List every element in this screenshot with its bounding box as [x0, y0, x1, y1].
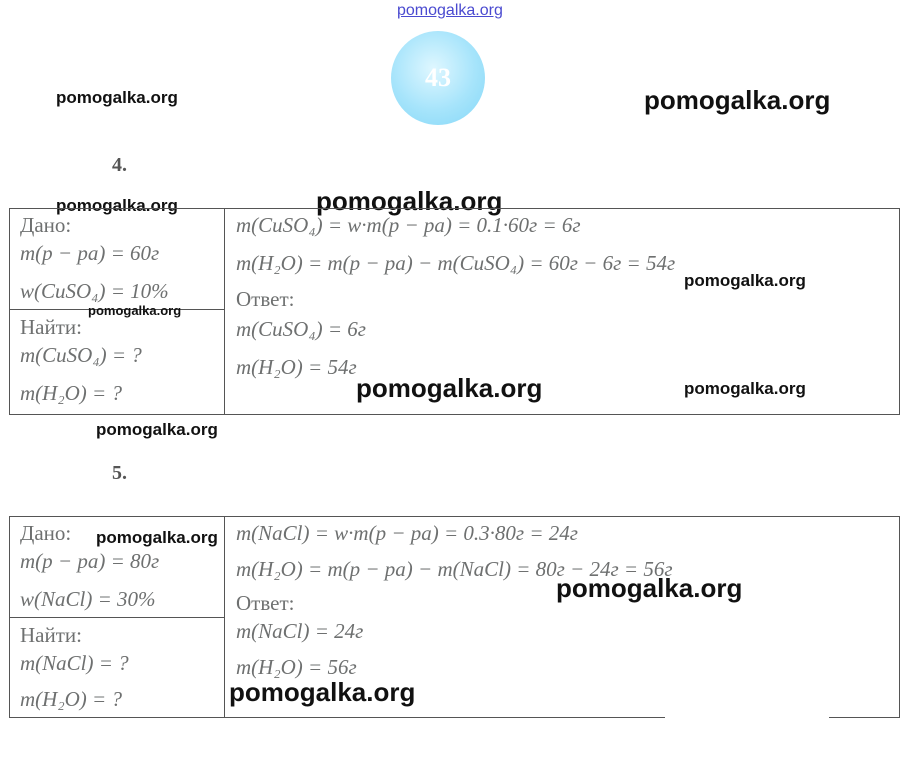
border-gap — [665, 714, 829, 722]
find-item: m(H₂O) = ? — [20, 381, 122, 405]
answer-item: m(H₂O) = 56г — [236, 655, 357, 679]
watermark: pomogalka.org — [56, 196, 178, 215]
watermark: pomogalka.org — [556, 573, 743, 603]
answer-item: m(CuSO₄) = 6г — [236, 317, 366, 341]
find-item: m(NaCl) = ? — [20, 651, 129, 675]
solution-line: m(NaCl) = w·m(p − pa) = 0.3·80г = 24г — [236, 521, 578, 545]
find-item: m(H₂O) = ? — [20, 687, 122, 711]
watermark: pomogalka.org — [229, 677, 416, 707]
watermark: pomogalka.org — [684, 271, 806, 290]
page-number-badge: 43 — [391, 31, 485, 125]
answer-header: Ответ: — [236, 287, 295, 311]
watermark: pomogalka.org — [56, 88, 178, 107]
watermark-top: pomogalka.org — [397, 2, 503, 19]
given-item: w(CuSO₄) = 10% — [20, 279, 169, 303]
watermark: pomogalka.org — [88, 303, 182, 318]
watermark: pomogalka.org — [96, 420, 218, 439]
given-item: m(p − pa) = 80г — [20, 549, 160, 573]
watermark: pomogalka.org — [96, 528, 218, 547]
find-item: m(CuSO₄) = ? — [20, 343, 142, 367]
divider — [10, 617, 224, 618]
given-item: w(NaCl) = 30% — [20, 587, 156, 611]
answer-header: Ответ: — [236, 591, 295, 615]
given-item: m(p − pa) = 60г — [20, 241, 160, 265]
watermark: pomogalka.org — [356, 373, 543, 403]
watermark: pomogalka.org — [316, 186, 503, 216]
watermark: pomogalka.org — [644, 85, 831, 115]
given-header: Дано: — [20, 521, 72, 545]
answer-item: m(NaCl) = 24г — [236, 619, 364, 643]
solution-line: m(H₂O) = m(p − pa) − m(NaCl) = 80г − 24г = 56г — [236, 557, 673, 581]
find-header: Найти: — [20, 315, 82, 339]
answer-item: m(H₂O) = 54г — [236, 355, 357, 379]
given-header: Дано: — [20, 213, 72, 237]
solution-line: m(H₂O) = m(p − pa) − m(CuSO₄) = 60г − 6г = 54г — [236, 251, 676, 275]
problem-number: 4. — [112, 154, 127, 176]
problem-number: 5. — [112, 462, 127, 484]
solution-line: m(CuSO₄) = w·m(p − pa) = 0.1·60г = 6г — [236, 213, 581, 237]
watermark: pomogalka.org — [684, 379, 806, 398]
find-header: Найти: — [20, 623, 82, 647]
